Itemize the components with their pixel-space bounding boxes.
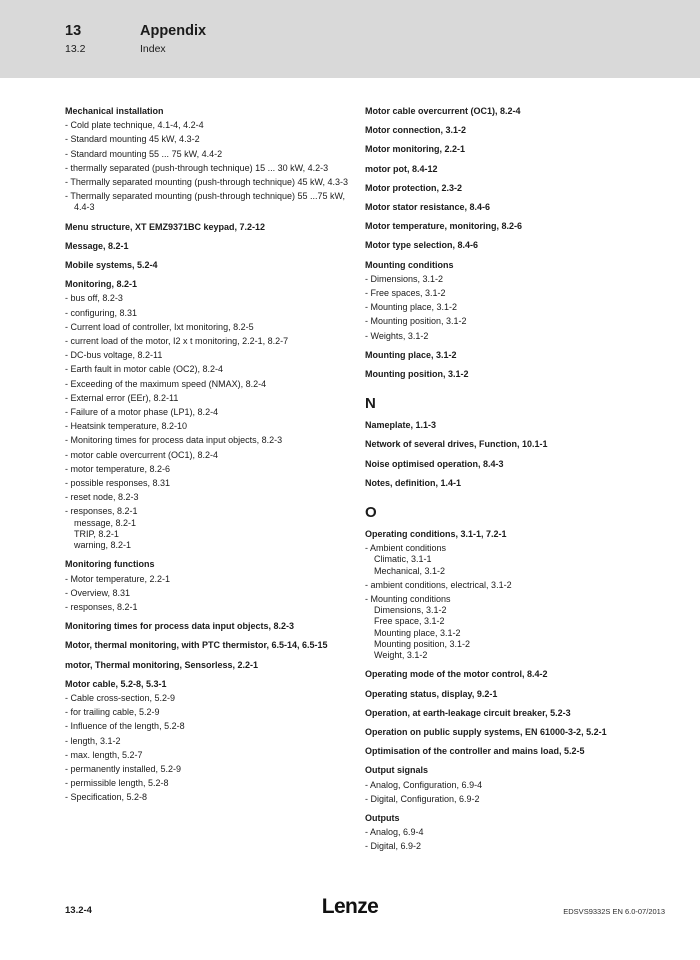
index-column-right [365,106,665,853]
index-entry: Mobile systems, 5.2-4 [65,260,158,271]
index-subentry: - Standard mounting 45 kW, 4.3-2 [65,134,200,145]
index-entry: Network of several drives, Function, 10.1-1 [365,439,548,450]
index-subentry: - ambient conditions, electrical, 3.1-2 [365,579,512,590]
index-subentry: - Earth fault in motor cable (OC2), 8.2-4 [65,364,224,375]
index-entry: Motor stator resistance, 8.4-6 [365,202,491,213]
index-subentry: - Analog, Configuration, 6.9-4 [365,779,483,790]
index-subentry: - configuring, 8.31 [65,307,138,318]
index-subentry: - Analog, 6.9-4 [365,827,424,838]
lenze-logo: Lenze [321,895,379,918]
index-subentry: - Heatsink temperature, 8.2-10 [65,421,188,432]
index-subentry: Mounting place, 3.1-2 [374,627,461,638]
index-subentry: - permanently installed, 5.2-9 [65,763,182,774]
index-subentry: - Current load of controller, Ixt monitoring, 8.2-5 [65,321,254,332]
index-subentry: - motor temperature, 8.2-6 [65,463,171,474]
index-subentry: - Ambient conditions [365,543,447,554]
index-subentry: - Thermally separated mounting (push-through technique) 45 kW, 4.3-3 [65,177,348,188]
index-entry: Motor protection, 2.3-2 [365,182,463,193]
index-subentry: - Monitoring times for process data input objects, 8.2-3 [65,435,283,446]
index-subentry: - Digital, 6.9-2 [365,841,422,852]
index-subentry: - for trailing cable, 5.2-9 [65,707,160,718]
index-subentry: Climatic, 3.1-1 [374,554,432,565]
section-heading [65,43,700,55]
index-subentry: Free space, 3.1-2 [374,616,445,627]
index-entry: Monitoring times for process data input objects, 8.2-3 [65,621,295,632]
index-subentry: - motor cable overcurrent (OC1), 8.2-4 [65,449,219,460]
index-subentry: - permissible length, 5.2-8 [65,778,169,789]
index-entry: Noise optimised operation, 8.4-3 [365,458,504,469]
index-subentry: - Mounting conditions [365,594,451,605]
index-entry: Mounting position, 3.1-2 [365,369,469,380]
index-entry: Monitoring functions [65,559,155,570]
index-entry: Mounting place, 3.1-2 [365,349,457,360]
index-entry: Monitoring, 8.2-1 [65,279,137,290]
index-subentry: - Free spaces, 3.1-2 [365,288,446,299]
index-subentry: - bus off, 8.2-3 [65,293,123,304]
index-entry: Mounting conditions [365,259,454,270]
index-subentry: Dimensions, 3.1-2 [374,605,447,616]
chapter-heading [65,23,700,39]
index-subentry: - current load of the motor, I2 x t monitoring, 2.2-1, 8.2-7 [65,336,289,347]
index-subentry: Mechanical, 3.1-2 [374,565,446,576]
index-subentry: - max. length, 5.2-7 [65,749,143,760]
footer-page-number: 13.2-4 [65,905,92,916]
index-content [65,106,665,853]
index-entry: Motor temperature, monitoring, 8.2-6 [365,221,523,232]
index-entry: Notes, definition, 1.4-1 [365,477,462,488]
index-subentry: - responses, 8.2-1 [65,601,138,612]
index-entry: Operating mode of the motor control, 8.4-2 [365,669,548,680]
index-subentry: - Weights, 3.1-2 [365,330,429,341]
index-entry: motor pot, 8.4-12 [365,163,438,174]
index-entry: Menu structure, XT EMZ9371BC keypad, 7.2-12 [65,221,266,232]
index-subentry: - Standard mounting 55 ... 75 kW, 4.4-2 [65,148,223,159]
index-subentry: - Dimensions, 3.1-2 [365,273,444,284]
chapter-title: Appendix [140,23,207,39]
index-subentry: - Influence of the length, 5.2-8 [65,721,185,732]
index-entry: Motor, thermal monitoring, with PTC thermistor, 6.5-14, 6.5-15 [65,640,328,651]
index-subentry: - Thermally separated mounting (push-through technique) 55 ...75 kW, 4.4-3 [65,191,345,213]
index-entry: motor, Thermal monitoring, Sensorless, 2.2-1 [65,659,259,670]
index-letter-heading: N [365,395,376,413]
index-entry: Nameplate, 1.1-3 [365,420,437,431]
index-entry: Operation on public supply systems, EN 61000-3-2, 5.2-1 [365,726,607,737]
page-header [0,0,700,78]
index-entry: Motor connection, 3.1-2 [365,125,467,136]
index-subentry: - Mounting position, 3.1-2 [365,316,467,327]
index-subentry: - thermally separated (push-through technique) 15 ... 30 kW, 4.2-3 [65,162,329,173]
index-entry: Motor type selection, 8.4-6 [365,240,479,251]
index-subentry: - possible responses, 8.31 [65,478,171,489]
index-subentry: - Specification, 5.2-8 [65,792,148,803]
index-entry: Operating status, display, 9.2-1 [365,688,498,699]
index-letter-heading: O [365,504,377,522]
index-entry: Operation, at earth-leakage circuit breaker, 5.2-3 [365,707,571,718]
index-entry: Optimisation of the controller and mains load, 5.2-5 [365,746,585,757]
index-entry: Motor monitoring, 2.2-1 [365,144,465,155]
index-subentry: - length, 3.1-2 [65,735,121,746]
footer-document-id: EDSVS9332S EN 6.0-07/2013 [563,907,665,916]
index-subentry: - Failure of a motor phase (LP1), 8.2-4 [65,407,219,418]
index-entry: Motor cable overcurrent (OC1), 8.2-4 [365,106,521,116]
index-entry: Operating conditions, 3.1-1, 7.2-1 [365,529,507,540]
index-subentry: - Exceeding of the maximum speed (NMAX), 8.2-4 [65,378,267,389]
index-subentry: Weight, 3.1-2 [374,650,428,661]
index-entry: Mechanical installation [65,106,164,116]
index-subentry: - Mounting place, 3.1-2 [365,302,458,313]
index-subentry: warning, 8.2-1 [74,540,132,551]
section-number: 13.2 [65,43,86,55]
index-subentry: - reset node, 8.2-3 [65,492,139,503]
index-entry: Outputs [365,812,400,823]
index-subentry: - Digital, Configuration, 6.9-2 [365,793,480,804]
section-title: Index [140,43,166,55]
index-subentry: - Cold plate technique, 4.1-4, 4.2-4 [65,120,204,131]
index-subentry: - External error (EEr), 8.2-11 [65,392,179,403]
index-subentry: - Cable cross-section, 5.2-9 [65,692,176,703]
index-subentry: - responses, 8.2-1 [65,506,138,517]
index-subentry: Mounting position, 3.1-2 [374,638,471,649]
index-entry: Output signals [365,765,428,776]
index-entry: Motor cable, 5.2-8, 5.3-1 [65,678,167,689]
index-column-left [65,106,357,853]
index-subentry: - Motor temperature, 2.2-1 [65,573,171,584]
index-entry: Message, 8.2-1 [65,240,129,251]
index-subentry: - DC-bus voltage, 8.2-11 [65,350,163,361]
index-subentry: message, 8.2-1 [74,517,137,528]
index-subentry: - Overview, 8.31 [65,587,131,598]
chapter-number: 13 [65,23,82,39]
index-subentry: TRIP, 8.2-1 [74,528,119,539]
